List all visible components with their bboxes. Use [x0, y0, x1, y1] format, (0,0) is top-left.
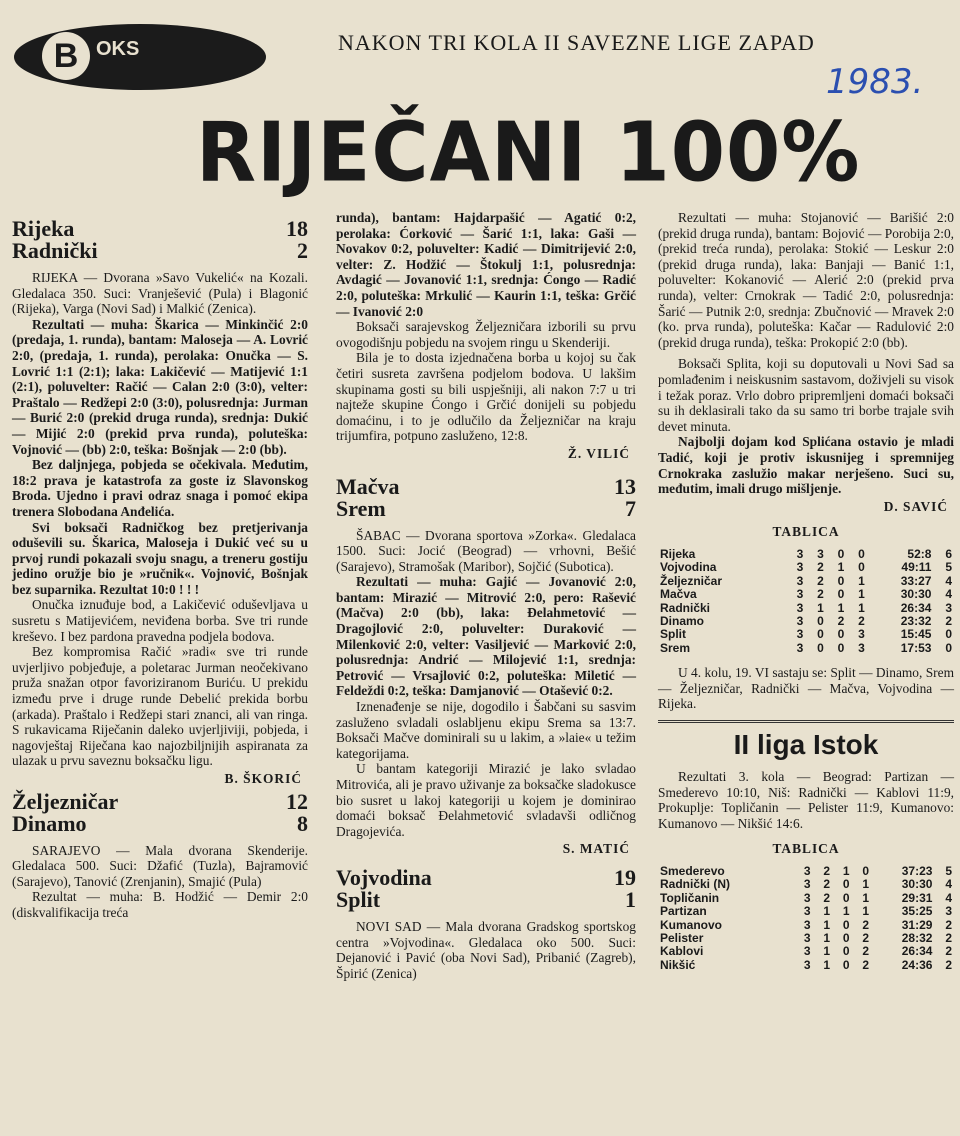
stat-cell: 3 [858, 627, 865, 642]
paragraph: NOVI SAD — Mala dvorana Gradskog sportskog centra »Vojvodina«. Gledalaca oko 500. Suci: Dejanović i Pavić (oba Novi Sad), Pribanić (Zagreb), Špirić (Zenica) [336, 918, 636, 981]
team-cell: Rijeka [660, 546, 696, 561]
standings-table-zapad [658, 548, 954, 655]
stat-cell: 5 [945, 863, 952, 878]
stat-cell: 2 [817, 560, 824, 575]
stat-cell: 3 [803, 890, 811, 905]
stat-cell: 3 [803, 904, 811, 919]
team-cell: Dinamo [660, 613, 705, 628]
score-home: 19 [614, 864, 636, 890]
standings-table-istok [658, 865, 954, 972]
stat-cell: 26:34 [900, 600, 932, 615]
stat-cell: 3 [796, 640, 804, 655]
match-score [336, 495, 636, 521]
team-away: Dinamo [12, 810, 87, 836]
team-cell: Partizan [660, 904, 707, 919]
stat-cell: 4 [945, 573, 952, 588]
score-away: 7 [625, 495, 636, 521]
paragraph: SARAJEVO — Mala dvorana Skenderije. Gledalaca 500. Suci: Džafić (Tuzla), Bajramović (Sarajevo), Tanović (Zrenjanin), Smajić (Pula) [12, 842, 308, 889]
stat-cell: 0 [842, 957, 850, 972]
team-cell: Mačva [660, 587, 697, 602]
table-row [658, 575, 954, 588]
team-away: Srem [336, 495, 386, 521]
kicker: NAKON TRI KOLA II SAVEZNE LIGE ZAPAD [338, 30, 815, 55]
stat-cell: 2 [862, 917, 870, 932]
table-row [658, 561, 954, 574]
stat-cell: 0 [837, 546, 845, 561]
stat-cell: 1 [862, 877, 870, 892]
stat-cell: 2 [945, 944, 952, 959]
paragraph: Onučka iznuđuje bod, a Lakičević oduševljava u susretu s Matijevićem, neviđena borba. Sve tri runde kreševo. I bez pardona pravedna podjela bodova. [12, 597, 308, 644]
stat-cell: 1 [842, 904, 850, 919]
table-row [658, 548, 954, 561]
stat-cell: 1 [823, 917, 831, 932]
logo-letter: B [42, 32, 90, 80]
section-heading: II liga Istok [733, 728, 879, 760]
stat-cell: 4 [945, 877, 952, 892]
table-row [658, 932, 954, 945]
match-score [336, 886, 636, 912]
stat-cell: 0 [837, 627, 845, 642]
stat-cell: 0 [842, 944, 850, 959]
stat-cell: 0 [817, 613, 824, 628]
score-away: 8 [297, 810, 308, 836]
match-score [12, 240, 308, 262]
team-cell: Smederevo [660, 863, 725, 878]
stat-cell: 49:11 [901, 560, 932, 575]
stat-cell: 3 [803, 917, 811, 932]
paragraph: Najbolji dojam kod Splićana ostavio je mladi Tadić, koji je protiv iskusnijeg i spremnijeg Crnokraka zaslužio makar nerješeno. Suci su, međutim, imali drugo mišljenje. [658, 434, 954, 497]
stat-cell: 1 [823, 930, 831, 945]
stat-cell: 3 [796, 560, 804, 575]
stat-cell: 3 [796, 546, 804, 561]
stat-cell: 0 [817, 640, 824, 655]
paragraph: Rezultat — muha: B. Hodžić — Demir 2:0 (diskvalifikacija treća [12, 889, 308, 920]
paragraph: Bez daljnjega, pobjeda se očekivala. Međutim, 18:2 prava je katastrofa za goste iz Slavonskog Broda. Ujedno i pravi odraz snaga i pomoć ekipa trenera Slobodana Anđelića. [12, 457, 308, 519]
paragraph: Rezultati — muha: Gajić — Jovanović 2:0, bantam: Mirazić — Mitrović 2:0, pero: Rašević (Mačva) 2:0 (bb), laka: Đelahmetović — Dragojlović 2:0, poluvelter: Duraković — Milenković 2:0, velter: Vasiljević — Marković 2:0, polusrednja: Andrić — Milojević 1:1, srednja: Petrović — Vrsajlović 0:2, poluteška: Miletić — Feldeždi 0:2, teška: Damjanović — Otašević 0:2. [336, 574, 636, 699]
paragraph: Boksači sarajevskog Željezničara izborili su prvu ovogodišnju pobjedu na svojem ringu u Skenderiji. [336, 319, 636, 350]
match-score [12, 218, 308, 240]
table-title: TABLICA [772, 841, 840, 857]
score-home: 13 [614, 473, 636, 499]
stat-cell: 1 [842, 863, 850, 878]
paragraph: U 4. kolu, 19. VI sastaju se: Split — Dinamo, Srem — Željezničar, Radnički — Mačva, Vojvodina — Rijeka. [658, 665, 954, 712]
stat-cell: 30:30 [900, 587, 932, 602]
paragraph: RIJEKA — Dvorana »Savo Vukelić« na Kozali. Gledalaca 350. Suci: Vranješević (Pula) i Blagonić (Rijeka), Varga (Novi Sad) i Malkić (Zenica). [12, 270, 308, 317]
team-away: Radnički [12, 238, 98, 263]
paragraph: Bez kompromisa Račić »radi« sve tri runde uvjerljivo pobjeđuje, a poletarac Jurman neočekivano pruža snažan otpor favoriziranom Buriću. U prekidu između prve i druge runde Debelić prekida borbu (arkada). Praštalo i Redžepi stari znanci, ali van ringa. S rukavicama Riječanin daleko uvjerljiviji, pobjeda, i nagovještaj Riječana kao najozbiljnijih aspiranata za ulazak u prvu saveznu boksačku ligu. [12, 644, 308, 769]
stat-cell: 2 [862, 957, 870, 972]
logo-text: OKS [96, 38, 140, 60]
paragraph: Iznenađenje se nije, dogodilo i Šabčani su sasvim zasluženo svladali oslabljenu ekipu Srema sa 13:7. Boksači Mačve dominirali su u lakim, a »laie« u težim kategorijama. [336, 699, 636, 761]
team-cell: Željezničar [660, 573, 723, 588]
team-home: Vojvodina [336, 864, 432, 890]
stat-cell: 3 [817, 546, 824, 561]
byline: S. MATIĆ [562, 841, 630, 857]
stat-cell: 37:23 [901, 863, 933, 878]
paragraph: Rezultati 3. kola — Beograd: Partizan — Smederevo 10:10, Niš: Radnički — Kablovi 11:9, Prokuplje: Topličanin — Pelister 11:9, Kumanovo: Kumanovo — Nikšić 14:6. [658, 768, 954, 831]
team-cell: Pelister [660, 930, 704, 945]
stat-cell: 4 [945, 890, 952, 905]
team-home: Mačva [336, 473, 400, 499]
stat-cell: 1 [823, 944, 831, 959]
stat-cell: 1 [837, 560, 845, 575]
stat-cell: 6 [945, 546, 952, 561]
table-row [658, 588, 954, 601]
table-title: TABLICA [772, 524, 840, 540]
table-row [658, 945, 954, 958]
stat-cell: 1 [858, 587, 865, 602]
boks-logo [14, 24, 266, 90]
paragraph: runda), bantam: Hajdarpašić — Agatić 0:2, perolaka: Ćorković — Šarić 1:1, laka: Gaši — Novakov 0:2, poluvelter: Kadić — Dimitrijević 2:0, velter: Z. Hodžić — Štokulj 1:1, polusrednja: Avdagić — Jovanović 1:1, srednja: Ćongo — Radić 2:0, poluteška: Mrkulić — Kaurin 1:1, teška: Grčić — Ivanović 2:0 [336, 210, 636, 319]
stat-cell: 1 [823, 904, 831, 919]
stat-cell: 3 [803, 877, 811, 892]
stat-cell: 3 [945, 904, 952, 919]
stat-cell: 0 [837, 573, 845, 588]
stat-cell: 33:27 [900, 573, 932, 588]
paragraph: U bantam kategoriji Mirazić je lako svladao Mitrovića, ali je pravo uživanje za boksačke sladokusce bio susret u lakoj kategoriji u kojem je dominirao domaći boksač Đelahmetović svladavši odličnog Dragojevića. [336, 761, 636, 839]
stat-cell: 2 [823, 877, 831, 892]
stat-cell: 3 [796, 600, 804, 615]
stat-cell: 1 [837, 600, 845, 615]
headline: RIJEČANI 100% [196, 105, 861, 201]
stat-cell: 1 [862, 904, 870, 919]
stat-cell: 0 [945, 640, 952, 655]
stat-cell: 0 [842, 930, 850, 945]
stat-cell: 3 [803, 863, 811, 878]
match-score [336, 473, 636, 499]
divider [658, 720, 954, 723]
stat-cell: 0 [858, 560, 865, 575]
stat-cell: 26:34 [901, 944, 933, 959]
stat-cell: 31:29 [901, 917, 933, 932]
match-score [336, 864, 636, 890]
table-row [658, 642, 954, 655]
team-cell: Nikšić [660, 957, 696, 972]
stat-cell: 3 [803, 930, 811, 945]
paragraph: ŠABAC — Dvorana sportova »Zorka«. Gledalaca 1500. Suci: Jocić (Beograd) — vrhovni, Bešić (Sarajevo), Stramošak (Maribor), Sojčić (Subotica). [336, 527, 636, 574]
column-3 [658, 210, 954, 972]
stat-cell: 2 [862, 944, 870, 959]
stat-cell: 2 [823, 863, 831, 878]
team-cell: Srem [660, 640, 691, 655]
team-home: Željezničar [12, 788, 119, 814]
stat-cell: 0 [862, 863, 870, 878]
table-row [658, 919, 954, 932]
score-home: 12 [286, 788, 308, 814]
team-home: Rijeka [12, 216, 75, 241]
stat-cell: 2 [945, 957, 952, 972]
stat-cell: 3 [796, 613, 804, 628]
table-row [658, 878, 954, 891]
stat-cell: 0 [842, 877, 850, 892]
team-cell: Split [660, 627, 686, 642]
byline: B. ŠKORIĆ [224, 771, 302, 786]
score-away: 1 [625, 886, 636, 912]
stat-cell: 3 [945, 600, 952, 615]
stat-cell: 2 [945, 930, 952, 945]
stat-cell: 30:30 [901, 877, 933, 892]
stat-cell: 3 [796, 587, 804, 602]
team-cell: Radnički (N) [660, 877, 731, 892]
stat-cell: 15:45 [900, 627, 932, 642]
team-cell: Kumanovo [660, 917, 723, 932]
team-cell: Vojvodina [660, 560, 717, 575]
stat-cell: 2 [817, 587, 824, 602]
stat-cell: 35:25 [901, 904, 933, 919]
team-cell: Kablovi [660, 944, 704, 959]
paragraph: Bila je to dosta izjednačena borba u kojoj su čak četiri susreta završena podjelom bodova. U lakšim skupinama gosti su bili uspješniji, ali nakon 7:7 u tri najteže skupine Ćongo i Grčić donijeli su pobjedu domaćinu, i to je odlučilo da Željezničar na kraju trijumfira, potpuno zasluženo, 12:8. [336, 350, 636, 444]
column-1 [12, 218, 308, 921]
stat-cell: 4 [945, 587, 952, 602]
stat-cell: 24:36 [901, 957, 933, 972]
match-score [12, 810, 308, 836]
paragraph: Svi boksači Radničkog bez pretjerivanja oduševili su. Škarica, Maloseja i Dukić već su u prvoj rundi pokazali svoju snagu, a treneru gostiju jedino oružje bio je »ručnik«. Vojnović, Bošnjak bez suparnika. Rezultat 10:0 ! ! ! [12, 519, 308, 597]
stat-cell: 28:32 [901, 930, 933, 945]
table-row [658, 865, 954, 878]
stat-cell: 0 [817, 627, 824, 642]
match-score [12, 788, 308, 814]
stat-cell: 0 [945, 627, 952, 642]
stat-cell: 0 [842, 890, 850, 905]
byline: D. SAVIĆ [883, 498, 948, 514]
stat-cell: 2 [817, 573, 824, 588]
table-row [658, 905, 954, 918]
stat-cell: 52:8 [907, 546, 932, 561]
stat-cell: 0 [858, 546, 865, 561]
stat-cell: 1 [817, 600, 824, 615]
stat-cell: 1 [823, 957, 831, 972]
stat-cell: 23:32 [900, 613, 932, 628]
stat-cell: 3 [796, 627, 804, 642]
stat-cell: 3 [803, 957, 811, 972]
stat-cell: 1 [858, 600, 865, 615]
stat-cell: 3 [858, 640, 865, 655]
stat-cell: 2 [858, 613, 865, 628]
stat-cell: 3 [796, 573, 804, 588]
stat-cell: 1 [858, 573, 865, 588]
stat-cell: 29:31 [901, 890, 933, 905]
paragraph: Rezultati — muha: Stojanović — Barišić 2:0 (prekid druga runda), bantam: Bojović — Porobija 2:0, (prekid treća runda), perolaka: Stokić — Leskur 2:0 (prekid druga runda), laka: Banjaji — Banić 1:1, poluvelter: Kokanović — Alerić 2:0 (prekid prva runda), velter: Crnokrak — Tadić 2:0, polusrednja: Šarić — Putnik 2:0, srednja: Zbučnović — Mravek 2:0 (ko. prva runda), poluteška: Kačar — Radulović 2:0 (prekid druga runda), teška: Prokopić 2:0 (bb). [658, 210, 954, 350]
stat-cell: 0 [842, 917, 850, 932]
score-home: 18 [286, 216, 308, 241]
column-2 [336, 210, 636, 981]
stat-cell: 0 [837, 640, 845, 655]
stat-cell: 2 [945, 613, 952, 628]
handwritten-year: 1983. [826, 62, 924, 102]
team-cell: Radnički [660, 600, 711, 615]
stat-cell: 0 [837, 587, 845, 602]
table-row [658, 892, 954, 905]
table-row [658, 615, 954, 628]
stat-cell: 2 [862, 930, 870, 945]
stat-cell: 1 [862, 890, 870, 905]
stat-cell: 2 [837, 613, 845, 628]
stat-cell: 5 [945, 560, 952, 575]
stat-cell: 2 [823, 890, 831, 905]
table-row [658, 628, 954, 641]
byline: Ž. VILIĆ [567, 445, 630, 461]
paragraph: Boksači Splita, koji su doputovali u Novi Sad sa pomlađenim i neiskusnim sastavom, doživjeli su visok i težak poraz. Vrlo dobro pripremljeni domaći boksači su ih deklasirali tako da su samo tri borbe trajale svih devet minuta. [658, 356, 954, 434]
score-away: 2 [297, 238, 308, 263]
stat-cell: 3 [803, 944, 811, 959]
table-row [658, 959, 954, 972]
stat-cell: 2 [945, 917, 952, 932]
team-cell: Topličanin [660, 890, 720, 905]
stat-cell: 17:53 [900, 640, 932, 655]
team-away: Split [336, 886, 381, 912]
table-row [658, 602, 954, 615]
paragraph: Rezultati — muha: Škarica — Minkinčić 2:0 (predaja, 1. runda), bantam: Maloseja — A. Lovrić 2:0, (predaja, 1. runda), perolaka: Onučka — S. Lovrić 1:1 (2:1); laka: Lakičević — Matijević 1:1 (2:1), poluvelter: Račić — Calan 2:0 (3:0), velter: Praštalo — Redžepi 2:0 (3:0), polusrednja: Jurman — Burić 2:0 (prekid druga runda), srednja: Dukić — Mijić 2:0 (prekid prva runda), poluteška: Vojnović — (bb) 2:0, teška: Bošnjak — 2:0 (bb). [12, 316, 308, 457]
